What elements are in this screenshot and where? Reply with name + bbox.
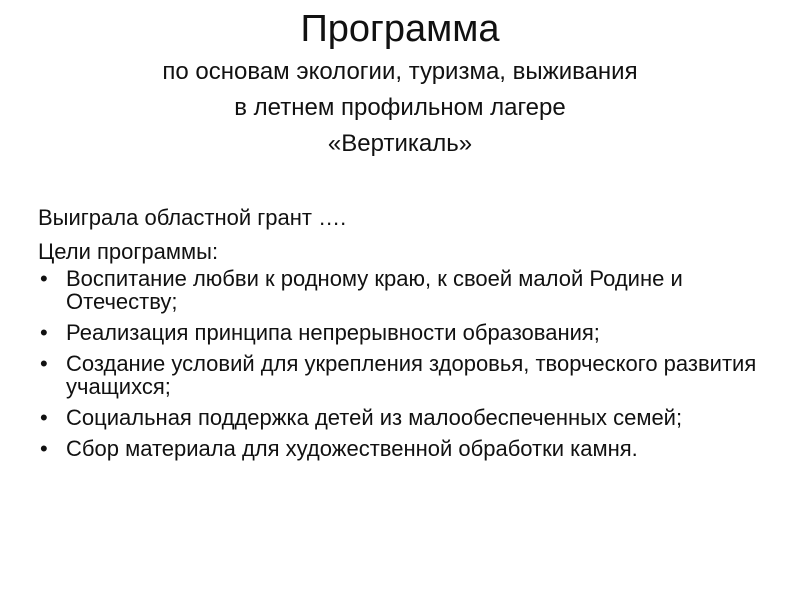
goal-item [38, 267, 788, 313]
goal-text: Воспитание любви к родному краю, к своей малой Родине и Отечеству; [66, 266, 683, 314]
goal-text: Создание условий для укрепления здоровья, творческого развития учащихся; [66, 351, 757, 399]
subtitle-line-2: в летнем профильном лагере [234, 94, 566, 121]
bullet-icon: • [40, 266, 48, 291]
bullet-icon: • [40, 436, 48, 461]
bullet-icon: • [40, 320, 48, 345]
grant-text: Выиграла областной грант …. [38, 205, 347, 230]
goals-heading: Цели программы: [38, 239, 219, 264]
slide-title: Программа [300, 8, 500, 50]
goal-item [38, 352, 788, 398]
bullet-icon: • [40, 405, 48, 430]
title-block [0, 4, 800, 162]
bullet-icon: • [40, 351, 48, 376]
goal-item [38, 406, 788, 429]
goal-text: Социальная поддержка детей из малообеспеченных семей; [66, 405, 683, 430]
slide-body [38, 206, 788, 468]
goal-text: Сбор материала для художественной обработки камня. [66, 436, 638, 461]
subtitle-line-3: «Вертикаль» [327, 130, 473, 157]
goal-item [38, 437, 788, 460]
goals-list [38, 267, 788, 460]
subtitle-line-1: по основам экологии, туризма, выживания [162, 58, 638, 85]
goal-text: Реализация принципа непрерывности образования; [66, 320, 600, 345]
goal-item [38, 321, 788, 344]
